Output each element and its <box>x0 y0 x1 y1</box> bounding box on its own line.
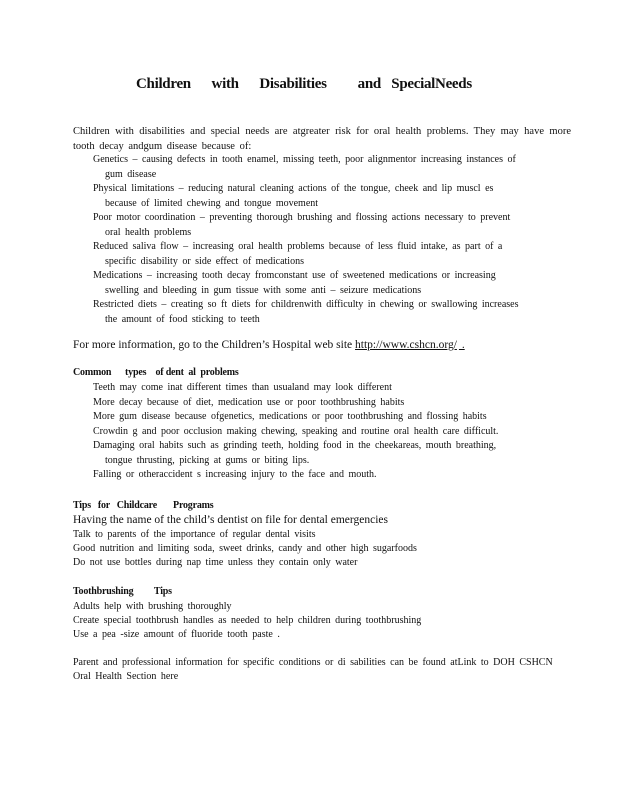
tip-line: Do not use bottles during nap time unless they contain only water <box>73 557 358 568</box>
bullet-item <box>73 182 573 211</box>
toothbrushing-tips-list <box>73 600 573 642</box>
bullet-continuation: gum disease <box>105 168 157 180</box>
bullet-text: More decay because of diet, medication use or poor toothbrushing habits <box>93 396 405 408</box>
bullet-text: Poor motor coordination – preventing thorough brushing and flossing actions necessary to prevent <box>93 212 511 223</box>
bullet-continuation: swelling and bleeding in gum tissue with some anti – seizure medications <box>105 284 422 296</box>
page-title: Children with Disabilities and SpecialNeeds <box>136 76 472 92</box>
more-info-text: For more information, go to the Children’s Hospital web site <box>73 339 353 351</box>
bullet-item <box>73 425 573 440</box>
bullet-continuation: specific disability or side effect of medications <box>105 255 304 267</box>
toothbrushing-tip-line: Use a pea -size amount of fluoride tooth paste . <box>73 629 280 640</box>
bullet-text: Teeth may come inat different times than usualand may look different <box>93 382 392 393</box>
bullet-item <box>73 396 573 411</box>
problems-list <box>73 381 573 483</box>
bullet-continuation: the amount of food sticking to teeth <box>105 313 260 325</box>
bullet-item <box>73 153 573 182</box>
bullet-text: Medications – increasing tooth decay fromconstant use of sweetened medications or increasing <box>93 270 496 281</box>
tip-line: Talk to parents of the importance of regular dental visits <box>73 529 316 540</box>
common-problems-heading: Common types of dent al problems <box>73 367 239 378</box>
bullet-item <box>73 439 573 468</box>
bullet-item <box>73 468 573 483</box>
bullet-text: More gum disease because ofgenetics, medications or poor toothbrushing and flossing habits <box>93 411 487 422</box>
bullet-item <box>73 269 573 298</box>
toothbrushing-tip-line: Create special toothbrush handles as needed to help children during toothbrushing <box>73 615 422 626</box>
bullet-text: Reduced saliva flow – increasing oral health problems because of less fluid intake, as part of a <box>93 241 503 252</box>
bullet-item <box>73 211 573 240</box>
bullet-text: Physical limitations – reducing natural cleaning actions of the tongue, cheek and lip muscl es <box>93 183 494 194</box>
bullet-text: Restricted diets – creating so ft diets for childrenwith difficulty in chewing or swallowing increases <box>93 299 519 310</box>
tips-heading: Tips for Childcare Programs <box>73 500 214 511</box>
tip-line: Having the name of the child’s dentist on file for dental emergencies <box>73 514 388 526</box>
bullet-item <box>73 381 573 396</box>
intro-paragraph: Children with disabilities and special needs are atgreater risk for oral health problems. They may have more tooth decay andgum disease because of: <box>73 126 571 152</box>
bullet-continuation: because of limited chewing and tongue movement <box>105 197 319 209</box>
bullet-item <box>73 298 573 327</box>
cshcn-link[interactable]: http://www.cshcn.org/ <box>355 339 457 351</box>
bullet-text: Falling or otheraccident s increasing injury to the face and mouth. <box>93 469 377 480</box>
tip-line: Good nutrition and limiting soda, sweet drinks, candy and other high sugarfoods <box>73 543 417 554</box>
bullet-item <box>73 410 573 425</box>
bullet-text: Damaging oral habits such as grinding teeth, holding food in the cheekareas, mouth breathing, <box>93 440 497 451</box>
bullet-text: Genetics – causing defects in tooth enamel, missing teeth, poor alignmentor increasing instances of <box>93 154 516 165</box>
toothbrushing-tip-line: Adults help with brushing thoroughly <box>73 601 232 612</box>
footer-paragraph: Parent and professional information for specific conditions or di sabilities can be found atLink to DOH CSHCN Oral Health Section here <box>73 657 553 682</box>
bullet-continuation: tongue thrusting, picking at gums or biting lips. <box>105 454 310 466</box>
bullet-text: Crowdin g and poor occlusion making chewing, speaking and routine oral health care difficult. <box>93 425 499 437</box>
tips-list <box>73 513 573 570</box>
link-trail: . <box>458 339 465 351</box>
toothbrushing-heading: Toothbrushing Tips <box>73 586 172 597</box>
more-info-line <box>73 339 465 351</box>
bullet-continuation: oral health problems <box>105 226 192 238</box>
causes-list <box>73 153 573 327</box>
bullet-item <box>73 240 573 269</box>
